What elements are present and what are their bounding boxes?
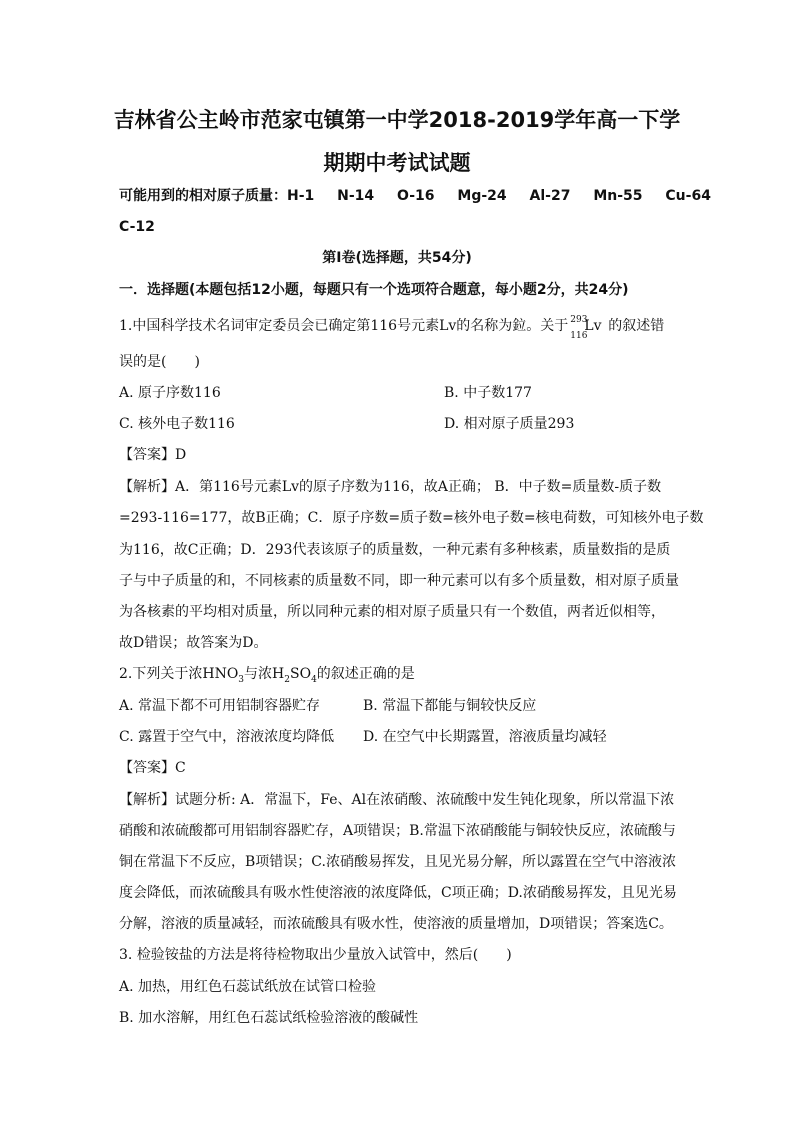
question-1-text: 的叙述错 — [608, 318, 665, 334]
q1-analysis-line: 故D错误；故答案为D。 — [119, 635, 268, 651]
question-2-stem — [119, 664, 415, 690]
q2-analysis-line: 硝酸和浓硫酸都可用铝制容器贮存，A项错误；B.常温下浓硝酸能与铜较快反应，浓硫酸与 — [119, 823, 676, 839]
atomic-mass-item: Mg-24 — [457, 188, 507, 204]
q2-option-b: B. 常温下都能与铜较快反应 — [363, 698, 537, 714]
atomic-mass-item: Mn-55 — [593, 188, 643, 204]
q2-answer: 【答案】C — [119, 760, 186, 776]
q2-analysis-line: 铜在常温下不反应，B项错误；C.浓硝酸易挥发，且见光易分解，所以露置在空气中溶液浓 — [119, 854, 676, 870]
q1-answer: 【答案】D — [119, 447, 187, 463]
nuclide-element: Lv — [584, 318, 602, 334]
question-3-stem: 3. 检验铵盐的方法是将待检物取出少量放入试管中，然后( ) — [119, 947, 512, 963]
question-2-text: SO — [289, 666, 312, 682]
question-2-text: 2.下列关于浓HNO — [119, 666, 239, 682]
atomic-mass-list — [119, 186, 711, 206]
q1-option-c: C. 核外电子数116 — [119, 416, 235, 432]
section-part-heading: 一．选择题(本题包括12小题，每题只有一个选项符合题意，每小题2分，共24分) — [119, 282, 629, 298]
atomic-mass-item: H-1 — [287, 188, 315, 204]
atomic-mass-item: O-16 — [397, 188, 435, 204]
q2-option-d: D. 在空气中长期露置，溶液质量均减轻 — [363, 729, 607, 745]
q2-option-c: C. 露置于空气中，溶液浓度均降低 — [119, 729, 335, 745]
section-volume-heading: 第Ⅰ卷(选择题，共54分) — [322, 250, 472, 266]
subscript: 4 — [311, 674, 317, 685]
q2-analysis-line: 【解析】试题分析: A．常温下，Fe、Al在浓硝酸、浓硫酸中发生钝化现象，所以常温下浓 — [119, 792, 675, 808]
question-1-stem — [119, 315, 665, 341]
atomic-mass-item: Al-27 — [529, 188, 571, 204]
question-2-text: 的叙述正确的是 — [316, 666, 415, 682]
subscript: 3 — [238, 674, 245, 685]
page-title-line1: 吉林省公主岭市范家屯镇第一中学2018-2019学年高一下学 — [113, 108, 681, 132]
q3-option-a: A. 加热，用红色石蕊试纸放在试管口检验 — [119, 979, 377, 995]
question-1-stem-cont: 误的是( ) — [119, 354, 200, 370]
atomic-mass-item: Cu-64 — [665, 188, 711, 204]
q2-analysis-line: 分解，溶液的质量减轻，而浓硫酸具有吸水性，使溶液的质量增加，D项错误；答案选C。 — [119, 916, 673, 932]
atomic-mass-item: N-14 — [337, 188, 375, 204]
q1-option-d: D. 相对原子质量293 — [444, 416, 575, 432]
q1-analysis-line: 为各核素的平均相对质量，所以同种元素的相对原子质量只有一个数值，两者近似相等， — [119, 604, 665, 620]
q1-analysis-line: 为116，故C正确；D．293代表该原子的质量数，一种元素有多种核素，质量数指的是质 — [119, 542, 671, 558]
q1-option-a: A. 原子序数116 — [119, 385, 221, 401]
q2-option-a: A. 常温下都不可用铝制容器贮存 — [119, 698, 321, 714]
nuclide-atomic-number: 116 — [570, 331, 588, 341]
atomic-mass-item: C-12 — [119, 219, 155, 235]
nuclide-symbol — [568, 315, 608, 341]
q1-analysis-line: 子与中子质量的和，不同核素的质量数不同，即一种元素可以有多个质量数，相对原子质量 — [119, 573, 679, 589]
q1-analysis-line: =293-116=177，故B正确；C．原子序数=质子数=核外电子数=核电荷数，可知核外电子数 — [119, 510, 704, 526]
atomic-mass-label: 可能用到的相对原子质量： — [119, 188, 287, 204]
q1-analysis-line: 【解析】A．第116号元素Lv的原子序数为116，故A正确； B．中子数=质量数-质子数 — [119, 479, 662, 495]
question-2-text: 与浓H — [244, 666, 285, 682]
subscript: 2 — [284, 674, 290, 685]
q1-option-b: B. 中子数177 — [444, 385, 532, 401]
q2-analysis-line: 度会降低，而浓硫酸具有吸水性使溶液的浓度降低，C项正确；D.浓硝酸易挥发，且见光易 — [119, 885, 677, 901]
q3-option-b: B. 加水溶解，用红色石蕊试纸检验溶液的酸碱性 — [119, 1010, 419, 1026]
page-title-line2: 期期中考试试题 — [323, 151, 471, 175]
question-1-text: 1.中国科学技术名词审定委员会已确定第116号元素Lv的名称为鉝。关于 — [119, 318, 569, 334]
nuclide-mass-number: 293 — [570, 315, 588, 325]
